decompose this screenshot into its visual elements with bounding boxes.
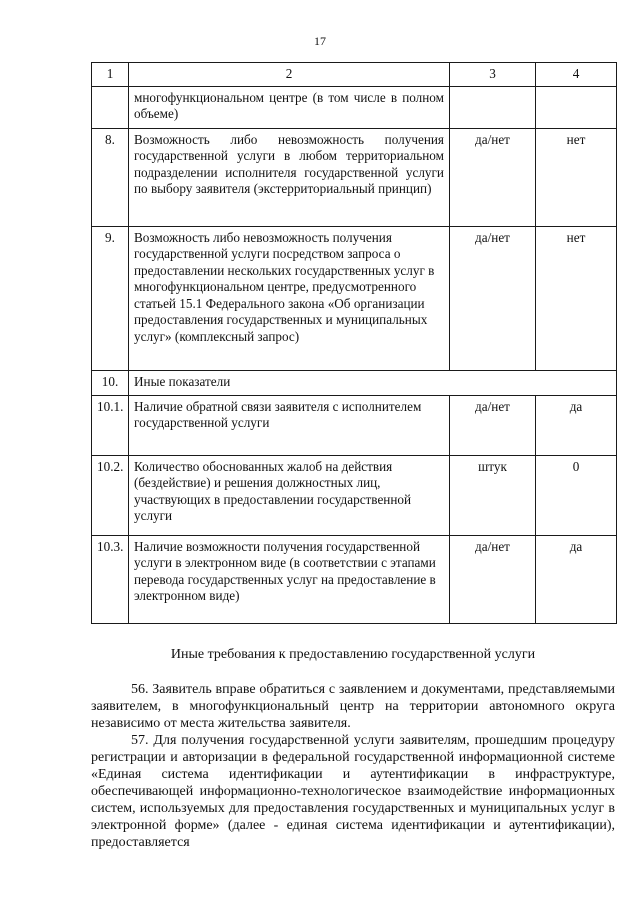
row-value: [536, 86, 617, 128]
row-value: [536, 370, 617, 395]
row-unit: да/нет: [450, 535, 536, 623]
table-row: [92, 370, 617, 395]
row-unit: да/нет: [450, 226, 536, 370]
row-number: 8.: [92, 128, 129, 226]
table-header-row: [92, 63, 617, 87]
header-col-4: 4: [536, 63, 617, 87]
row-value: нет: [536, 226, 617, 370]
table-row: [92, 226, 617, 370]
row-number: 10.3.: [92, 535, 129, 623]
row-indicator: Возможность либо невозможность получения государственной услуги посредством запроса о предоставлении нескольких государственных услуг в многофункциональном центре, предусмотренного статьей 15.1 Федерального закона «Об организации предоставления государственных и муниципальных услуг» (комплексный запрос): [129, 226, 450, 370]
paragraph-57: 57. Для получения государственной услуги заявителям, прошедшим процедуру регистрации и авторизации в федеральной государственной информационной системе «Единая система идентификации и аутентификации в инфраструктуре, обеспечивающей информационно-технологическое взаимодействие информационных систем, используемых для предоставления государственных и муниципальных услуг в электронной форме» (далее - единая система идентификации и аутентификации), предоставляется: [91, 733, 615, 850]
row-value: да: [536, 395, 617, 455]
table-row: [92, 128, 617, 226]
row-indicator: Иные показатели: [129, 370, 450, 395]
row-indicator: Наличие возможности получения государственной услуги в электронном виде (в соответствии с этапами перевода государственных услуг на предоставление в электронном виде): [129, 535, 450, 623]
row-number: 10.: [92, 370, 129, 395]
table-row: [92, 455, 617, 535]
row-unit: [450, 370, 536, 395]
row-unit: да/нет: [450, 395, 536, 455]
page-number: 17: [314, 34, 326, 48]
paragraph-56: 56. Заявитель вправе обратиться с заявлением и документами, представляемыми заявителем, в многофункциональный центр на территории автономного округа независимо от места жительства заявителя.: [91, 682, 615, 731]
row-unit: [450, 86, 536, 128]
indicators-table: [91, 62, 617, 624]
row-indicator: многофункциональном центре (в том числе в полном объеме): [129, 86, 450, 128]
row-value: да: [536, 535, 617, 623]
row-value: 0: [536, 455, 617, 535]
row-unit: штук: [450, 455, 536, 535]
row-number: [92, 86, 129, 128]
row-number: 10.2.: [92, 455, 129, 535]
row-indicator: Возможность либо невозможность получения государственной услуги в любом территориальном подразделении исполнителя государственной услуги по выбору заявителя (экстерриториальный принцип): [129, 128, 450, 226]
table-row: [92, 395, 617, 455]
section-heading: Иные требования к предоставлению государственной услуги: [170, 647, 536, 662]
row-number: 9.: [92, 226, 129, 370]
header-col-2: 2: [129, 63, 450, 87]
row-indicator: Количество обоснованных жалоб на действия (бездействие) и решения должностных лиц, участвующих в предоставлении государственной услуги: [129, 455, 450, 535]
row-number: 10.1.: [92, 395, 129, 455]
row-unit: да/нет: [450, 128, 536, 226]
table-row: [92, 535, 617, 623]
table-row: [92, 86, 617, 128]
row-value: нет: [536, 128, 617, 226]
header-col-3: 3: [450, 63, 536, 87]
header-col-1: 1: [92, 63, 129, 87]
row-indicator: Наличие обратной связи заявителя с исполнителем государственной услуги: [129, 395, 450, 455]
